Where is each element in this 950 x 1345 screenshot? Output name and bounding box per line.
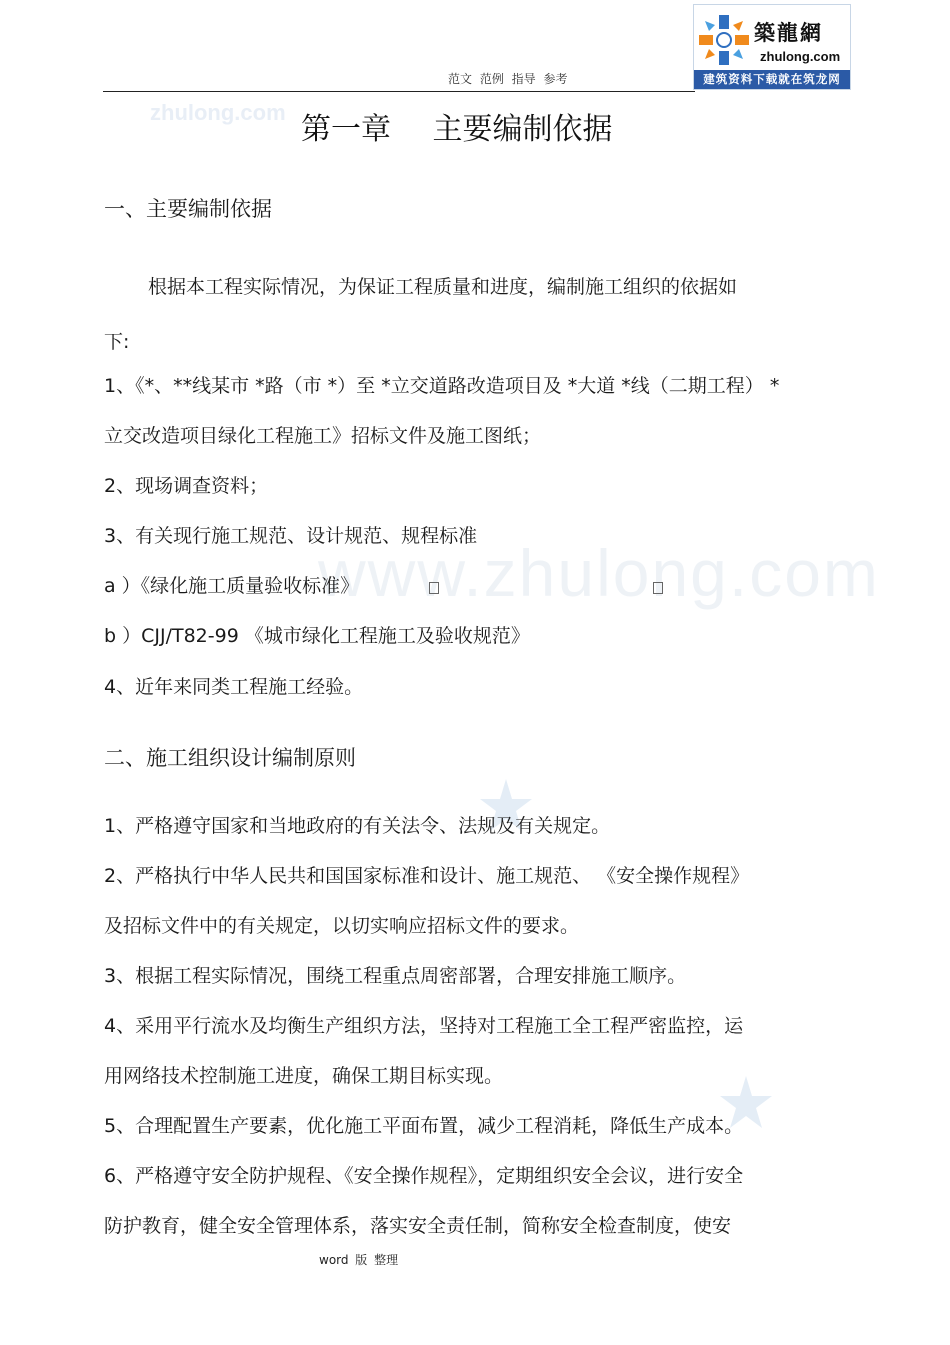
logo-tagline: 建筑资料下载就在筑龙网 xyxy=(694,70,850,89)
list-item-continuation: 用网络技术控制施工进度，确保工期目标实现。 xyxy=(104,1065,504,1087)
page-footer: word 版 整理 xyxy=(319,1253,399,1267)
list-item: 4、采用平行流水及均衡生产组织方法，坚持对工程施工全工程严密监控，运 xyxy=(104,1015,744,1037)
chapter-title: 第一章 主要编制依据 xyxy=(301,112,613,147)
list-item: 5、合理配置生产要素，优化施工平面布置，减少工程消耗，降低生产成本。 xyxy=(104,1115,744,1137)
paragraph-line: 根据本工程实际情况，为保证工程质量和进度，编制施工组织的依据如 xyxy=(148,276,738,298)
list-item: 2、现场调查资料； xyxy=(104,475,269,497)
watermark-small: zhulong.com xyxy=(150,100,286,125)
sub-list-item: a ）《绿化施工质量验收标准》 xyxy=(104,575,360,597)
list-item-continuation: 及招标文件中的有关规定，以切实响应招标文件的要求。 xyxy=(104,915,580,937)
zhulong-logo xyxy=(693,4,851,90)
watermark-large: www.zhulong.com xyxy=(318,536,880,610)
list-item: 3、根据工程实际情况，围绕工程重点周密部署，合理安排施工顺序。 xyxy=(104,965,687,987)
logo-domain: zhulong.com xyxy=(760,49,841,64)
list-item: 6、严格遵守安全防护规程、《安全操作规程》，定期组织安全会议，进行安全 xyxy=(104,1165,744,1187)
header-nav-text: 范文 范例 指导 参考 xyxy=(448,72,568,86)
list-item: 3、有关现行施工规范、设计规范、规程标准 xyxy=(104,525,478,547)
paragraph-line: 下: xyxy=(104,331,130,353)
logo-snowflake-icon xyxy=(697,13,751,67)
list-item: 4、近年来同类工程施工经验。 xyxy=(104,676,364,698)
list-item-continuation: 防护教育，健全安全管理体系，落实安全责任制，简称安全检查制度，使安 xyxy=(104,1215,732,1237)
list-item: 1、《*、**线某市 *路（市 *）至 *立交道路改造项目及 *大道 *线（二期工程） * xyxy=(104,375,780,397)
section-heading: 一、主要编制依据 xyxy=(104,197,272,221)
list-item: 2、严格执行中华人民共和国国家标准和设计、施工规范、 《安全操作规程》 xyxy=(104,865,750,887)
placeholder-box-icon xyxy=(429,582,439,594)
list-item-continuation: 立交改造项目绿化工程施工》招标文件及施工图纸； xyxy=(104,425,542,447)
list-item: 1、严格遵守国家和当地政府的有关法令、法规及有关规定。 xyxy=(104,815,611,837)
sub-list-item: b ）CJJ/T82-99 《城市绿化工程施工及验收规范》 xyxy=(104,625,530,647)
placeholder-box-icon xyxy=(653,582,663,594)
header-divider xyxy=(103,91,695,92)
logo-chinese-name: 築龍網 xyxy=(754,20,823,45)
section-heading: 二、施工组织设计编制原则 xyxy=(104,746,356,770)
